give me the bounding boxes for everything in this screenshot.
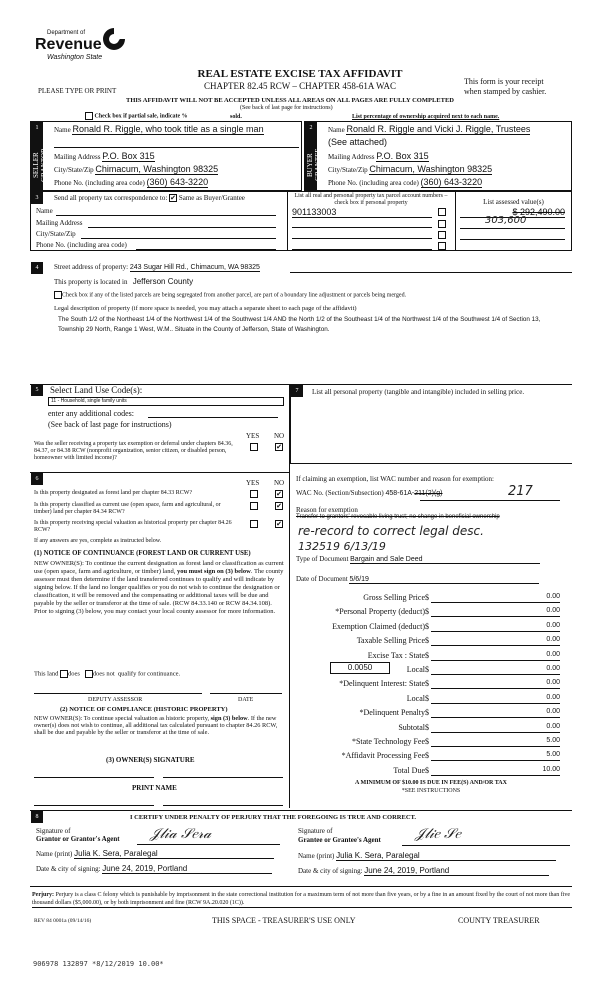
wac-handwritten: 217 <box>508 484 533 499</box>
section-number: 1 <box>31 122 43 190</box>
does-not-checkbox[interactable] <box>85 670 93 678</box>
legal-label: Legal description of property (if more space is needed, you may attach a separate sheet to each page of the affidavit) <box>54 305 357 312</box>
label: This property is located in <box>54 278 128 286</box>
send-correspondence <box>54 194 245 202</box>
financial-row <box>295 721 560 735</box>
seller-name: Ronald R. Riggle, who took title as a single man <box>72 124 264 134</box>
label: does not <box>92 670 115 678</box>
assessed-line[interactable] <box>460 228 565 229</box>
additional-codes-field[interactable] <box>48 409 134 418</box>
segregate-row <box>54 291 406 299</box>
no-header: NO <box>274 432 285 440</box>
financial-label: Subtotal <box>398 722 425 732</box>
section-number: 6 <box>31 473 43 485</box>
q5-no-checkbox[interactable]: ✔ <box>276 443 282 451</box>
land-use-code-select[interactable]: 11 - Household, single family units <box>48 397 284 406</box>
seller-phone-field[interactable] <box>54 177 208 187</box>
land-use-label: Select Land Use Code(s): <box>50 385 143 395</box>
sold-label: sold. <box>230 114 242 120</box>
partial-sale-label: Check box if partial sale, indicate % <box>94 113 188 120</box>
label: Name (print) <box>298 852 335 860</box>
section-number: 4 <box>31 262 43 274</box>
buyer-mail: P.O. Box 315 <box>376 151 429 161</box>
partial-sale-checkbox[interactable] <box>85 112 93 120</box>
warning: THIS AFFIDAVIT WILL NOT BE ACCEPTED UNLESS ALL AREAS ON ALL PAGES ARE FULLY COMPLETED <box>126 97 454 104</box>
grantor-name-field[interactable] <box>36 849 274 859</box>
label: does <box>68 670 80 678</box>
yes-header: YES <box>246 479 260 487</box>
same-as-buyer-checkbox[interactable]: ✔ <box>170 194 177 203</box>
rev-number: REV 84 0001a (09/14/16) <box>34 918 92 924</box>
financial-label: *Delinquent Penalty <box>359 708 425 718</box>
corr-phone-field[interactable] <box>36 241 281 249</box>
financial-label: *Affidavit Processing Fee <box>341 751 425 761</box>
grantor-signature: 𝒥𝓁𝒾𝒶 𝒮𝑒𝓇𝒶 <box>150 826 212 842</box>
owner-signature-line[interactable] <box>163 777 283 778</box>
grantor-date: June 24, 2019, Portland <box>102 864 272 874</box>
divider <box>287 191 288 251</box>
grantee-name: Julia K. Sera, Paralegal <box>336 851 556 861</box>
financial-row <box>295 692 560 706</box>
does-checkbox[interactable] <box>60 670 68 678</box>
deputy-assessor-label: DEPUTY ASSESSOR <box>88 697 143 703</box>
financial-value[interactable]: 0.00 <box>431 591 560 603</box>
label: Phone No. (including area code) <box>328 179 419 187</box>
document-type: Bargain and Sale Deed <box>350 556 540 564</box>
dollar-sign: $ <box>425 636 429 646</box>
perjury-bold: Perjury: <box>32 892 54 898</box>
logo-dept: Department of <box>47 30 86 36</box>
financial-value[interactable]: 5.00 <box>431 735 560 747</box>
perjury-note <box>32 891 572 908</box>
if-yes-note: If any answers are yes, complete as instructed below. <box>34 538 162 544</box>
financial-label: Excise Tax : State <box>367 650 425 660</box>
financial-label: Local <box>406 693 425 703</box>
grantor-name: Julia K. Sera, Paralegal <box>74 849 274 859</box>
personal-property-checkbox[interactable] <box>438 208 446 216</box>
notice-compliance-text <box>34 715 286 736</box>
parcel-line[interactable] <box>292 227 432 228</box>
historical-question: Is this property receiving special valuation as historical property per chapter 84.26 RCW? <box>34 520 232 533</box>
financial-row <box>295 706 560 720</box>
financial-value[interactable]: 5.00 <box>431 749 560 761</box>
notice-continuance-text <box>34 560 286 616</box>
partial-sale <box>85 112 188 120</box>
chapter: CHAPTER 82.45 RCW – CHAPTER 458-61A WAC <box>204 81 396 91</box>
grantee-date: June 24, 2019, Portland <box>364 866 549 876</box>
current-use-no-checkbox[interactable]: ✔ <box>276 502 282 510</box>
label: WAC No. (Section/Subsection) <box>296 489 384 497</box>
dollar-sign: $ <box>425 593 429 602</box>
label: City/State/Zip <box>328 166 368 174</box>
financial-label: Gross Selling Price <box>363 593 425 602</box>
legal-description: The South 1/2 of the Northeast 1/4 of the Northwest 1/4 of the Southwest 1/4 AND the North 1/2 of the Southeast 1/4 of the Northwest 1/4 of the Southwest 1/4 of Section 13, Township 29 North, Range 1 West, W.M.. Situate in the County of Jefferson, State of Washington. <box>58 316 541 333</box>
see-back-5: (See back of last page for instructions) <box>48 420 172 429</box>
parcel-number[interactable]: 901133003 <box>292 207 432 218</box>
financial-value[interactable]: 0.00 <box>431 721 560 733</box>
notice-continuance-title: (1) NOTICE OF CONTINUANCE (FOREST LAND OR CURRENT USE) <box>34 550 251 557</box>
dollar-sign: $ <box>425 693 429 703</box>
dollar-sign: $ <box>425 650 429 660</box>
grantor-agent-label: Grantor or Grantor's Agent <box>36 835 120 843</box>
assessed-line[interactable] <box>460 239 565 240</box>
see-instructions: *SEE INSTRUCTIONS <box>401 788 461 794</box>
financial-label: Total Due <box>393 765 425 775</box>
exemption-question: Was the seller receiving a property tax exemption or deferral under chapters 84.36, 84.37, or 84.38 RCW (nonprofit organization, senior citizen, or disabled person, homeowner with limited income)? <box>34 441 233 461</box>
label: This land <box>34 670 59 678</box>
dollar-sign: $ <box>425 737 429 746</box>
financial-value[interactable]: 0.00 <box>431 677 560 689</box>
text: NEW OWNER(S): To continue the current designation as forest land or classification as current use (open space, farm and agriculture, or timber) land, <box>34 560 284 575</box>
segregate-label: Check box if any of the listed parcels are being segregated from another parcel, are part of a boundary line adjustment or parcels being merged. <box>62 292 407 299</box>
dollar-sign: $ <box>425 751 429 761</box>
label: Date & city of signing: <box>36 865 101 873</box>
financial-value[interactable]: 10.00 <box>431 764 560 776</box>
financial-row <box>295 605 560 619</box>
text-bold: sign (3) below <box>210 715 248 722</box>
label: Name <box>36 207 53 215</box>
label: Date & city of signing: <box>298 867 363 875</box>
assessed-value-handwritten: 303,600 <box>485 215 527 226</box>
label: enter any additional codes: <box>48 409 134 418</box>
financial-label: Taxable Selling Price <box>356 636 425 646</box>
personal-property-checkbox[interactable] <box>438 220 446 228</box>
street-address: 243 Sugar Hill Rd., Chimacum, WA 98325 <box>129 264 260 271</box>
print-name-label: PRINT NAME <box>132 784 177 792</box>
print-name-line[interactable] <box>34 805 154 806</box>
dollar-sign: $ <box>425 607 429 617</box>
financial-value[interactable]: 0.00 <box>431 692 560 704</box>
personal-property-checkbox[interactable] <box>438 242 446 250</box>
reason-handwritten-2: 132519 6/13/19 <box>298 540 386 553</box>
divider <box>290 272 572 273</box>
grantee-sig-of: Signature of <box>298 827 333 835</box>
divider <box>30 472 290 473</box>
label: Phone No. (including area code) <box>36 241 127 249</box>
qualify-row <box>34 670 180 678</box>
print-name-line[interactable] <box>163 805 283 806</box>
label: Name <box>328 126 345 134</box>
financial-value[interactable]: 0.00 <box>431 649 560 661</box>
seller-phone: (360) 643-3220 <box>146 177 209 187</box>
assessor-date-line[interactable] <box>210 693 282 694</box>
financial-value[interactable]: 0.00 <box>431 706 560 718</box>
label: Mailing Address <box>54 153 101 161</box>
label: City/State/Zip <box>36 230 76 238</box>
receipt-2: when stamped by cashier. <box>464 87 547 96</box>
label: Phone No. (including area code) <box>54 179 145 187</box>
street-address-field[interactable] <box>54 263 260 271</box>
seller-name-field[interactable] <box>54 124 299 134</box>
receipt-1: This form is your receipt <box>464 77 544 86</box>
minimum-note: A MINIMUM OF $10.00 IS DUE IN FEE(S) AND/OR TAX <box>355 780 507 786</box>
divider <box>30 810 572 811</box>
certify-statement: I CERTIFY UNDER PENALTY OF PERJURY THAT THE FOREGOING IS TRUE AND CORRECT. <box>130 814 417 821</box>
financial-row <box>295 677 560 691</box>
wac-number: 458-61A- <box>385 490 415 497</box>
same-label: Same as Buyer/Grantee <box>178 194 245 202</box>
divider <box>30 886 572 887</box>
financial-row <box>295 764 560 778</box>
no-header: NO <box>274 479 285 487</box>
label: Date of Document <box>296 575 348 583</box>
forest-no-checkbox[interactable]: ✔ <box>276 490 282 498</box>
buyer-name-2: (See attached) <box>328 137 388 147</box>
owner-signature-line[interactable] <box>34 777 154 778</box>
reason-struck: Transfer to grantors' revocable living trust; no change in beneficial ownership <box>296 514 500 520</box>
buyer-name: Ronald R. Riggle and Vicki J. Riggle, Trustees <box>346 124 531 134</box>
grantee-signature-line[interactable] <box>402 845 570 846</box>
section-number: 5 <box>31 384 43 396</box>
dollar-sign: $ <box>425 765 429 775</box>
seller-mail-field[interactable] <box>54 151 155 161</box>
label: Street address of property: <box>54 263 129 271</box>
personal-property-checkbox[interactable] <box>438 231 446 239</box>
notice-compliance-title: (2) NOTICE OF COMPLIANCE (HISTORIC PROPERTY) <box>60 706 228 713</box>
reason-handwritten: re-record to correct legal desc. <box>298 524 484 538</box>
wac-line <box>420 500 560 501</box>
dollar-sign: $ <box>425 621 429 631</box>
grantee-date-field[interactable] <box>298 866 549 876</box>
grantee-signature: 𝒥𝓁𝒾𝑒 𝒮𝑒 <box>415 826 461 842</box>
seller-city: Chimacum, Washington 98325 <box>95 164 219 174</box>
current-use-yes-checkbox[interactable] <box>250 502 258 510</box>
grantee-agent-label: Grantee or Grantee's Agent <box>298 836 381 844</box>
current-use-question: Is this property classified as current use (open space, farm and agricultural, or timber) land per chapter 84.34 RCW? <box>34 502 221 515</box>
assessed-header: List assessed value(s) <box>483 198 544 206</box>
financial-value[interactable]: 0.00 <box>431 620 560 632</box>
financial-row <box>295 649 560 663</box>
section-number: 3 <box>31 192 43 204</box>
dollar-sign: $ <box>425 679 429 689</box>
treasurer-space: THIS SPACE - TREASURER'S USE ONLY <box>212 916 356 925</box>
seller-city-field[interactable] <box>54 164 218 174</box>
grantor-date-field[interactable] <box>36 864 272 874</box>
financial-label: *Personal Property (deduct) <box>335 607 425 617</box>
financial-value[interactable]: 0.00 <box>431 663 560 675</box>
buyer-name-field[interactable] <box>328 124 530 134</box>
text: . If the new owner(s) does not wish to continue, all additional tax calculated pursuant to chapter 84.26 RCW, shall be due and payable by the seller or transferor at the time of sale. <box>34 715 278 736</box>
label: Name <box>54 126 71 134</box>
segregate-checkbox[interactable] <box>54 291 62 299</box>
historical-no-checkbox[interactable]: ✔ <box>276 520 282 528</box>
financial-value[interactable]: 0.00 <box>431 634 560 646</box>
assessor-signature-line[interactable] <box>34 693 202 694</box>
financial-row <box>295 634 560 648</box>
dollar-sign: $ <box>425 665 429 674</box>
parcel-header: List all real and personal property tax parcel account numbers – check box if personal property <box>294 193 448 206</box>
corr-city-field[interactable] <box>36 230 281 238</box>
label: Name (print) <box>36 850 73 858</box>
financial-label: *Delinquent Interest: State <box>339 679 425 689</box>
logo-state: Washington State <box>47 54 103 61</box>
financial-row <box>295 591 560 605</box>
dollar-sign: $ <box>425 722 429 732</box>
grantor-signature-line[interactable] <box>137 844 280 845</box>
label: Mailing Address <box>36 219 83 227</box>
county-field <box>54 277 193 286</box>
grantor-sig-of: Signature of <box>36 827 71 835</box>
cashier-stamp: 906978 132897 *8/12/2019 10.00* <box>33 960 164 968</box>
historical-yes-checkbox[interactable] <box>250 520 258 528</box>
buyer-mail-field[interactable] <box>328 151 429 161</box>
forest-question: Is this property designated as forest land per chapter 84.33 RCW? <box>34 490 193 496</box>
corr-name-field[interactable] <box>36 207 281 215</box>
send-label: Send all property tax correspondence to: <box>54 194 168 202</box>
label: qualify for continuance. <box>117 670 181 678</box>
document-type-field[interactable] <box>296 555 540 564</box>
financial-row <box>295 749 560 763</box>
personal-property-label: List all personal property (tangible and intangible) included in selling price. <box>312 388 525 396</box>
buyer-phone-field[interactable] <box>328 177 482 187</box>
see-back: (See back of last page for instructions) <box>240 105 333 111</box>
financial-label: *State Technology Fee <box>351 737 425 746</box>
yes-header: YES <box>246 432 260 440</box>
wac-field[interactable] <box>296 489 443 497</box>
financial-label: Exemption Claimed (deduct) <box>332 621 425 631</box>
text: . The county assessor must then determine if the land transferred continues to qualify and will indicate by signing below. If the land no longer qualifies or you do not wish to continue the designation or classification, it will be removed and the compensating or additional taxes will be due and payable by the seller or transferor at the time of sale. (RCW 84.33.140 or RCW 84.34.108). Prior to signing (3) below, you may contact your local county assessor for more information. <box>34 568 284 615</box>
buyer-phone: (360) 643-3220 <box>420 177 483 187</box>
financial-label: Local <box>406 665 425 674</box>
list-percentage: List percentage of ownership acquired next to each name. <box>352 114 500 120</box>
section-number: 8 <box>31 811 43 823</box>
wac-struck: 211(2)(g) <box>414 490 443 497</box>
assessed-value-struck[interactable]: $ 292,490.00 <box>460 207 565 218</box>
section-number: 7 <box>291 385 303 397</box>
forest-yes-checkbox[interactable] <box>250 490 258 498</box>
label: Mailing Address <box>328 153 375 161</box>
document-date-field[interactable] <box>296 575 539 584</box>
buyer-city-field[interactable] <box>328 164 492 174</box>
text-bold: you must sign on (3) below <box>176 568 251 575</box>
q5-yes-checkbox[interactable] <box>250 443 258 451</box>
dor-swirl-icon <box>101 26 127 52</box>
financial-row <box>295 620 560 634</box>
label: Type of Document <box>296 555 349 563</box>
form-title: REAL ESTATE EXCISE TAX AFFIDAVIT <box>197 68 403 80</box>
document-date: 5/6/19 <box>349 576 539 584</box>
date-label: DATE <box>238 697 254 703</box>
financial-value[interactable]: 0.00 <box>431 605 560 617</box>
seller-name-line2 <box>54 147 299 148</box>
exemption-label: If claiming an exemption, list WAC number and reason for exemption: <box>296 475 494 483</box>
buyer-side-label: BUYER GRANTEE <box>306 148 322 182</box>
parcel-line[interactable] <box>292 249 432 250</box>
please-type: PLEASE TYPE OR PRINT <box>38 87 117 95</box>
section-number: 2 <box>305 122 317 190</box>
grantee-name-field[interactable] <box>298 851 556 861</box>
county: Jefferson County <box>132 277 194 286</box>
seller-mail: P.O. Box 315 <box>102 151 155 161</box>
label: City/State/Zip <box>54 166 94 174</box>
assessed-line[interactable] <box>460 250 565 251</box>
perjury-text: Perjury is a class C felony which is punishable by imprisonment in the state correctional institution for a maximum term of not more than five years, or by a fine in an amount fixed by the court of not more than five thousand dollars ($5,000.00), or by both imprisonment and fine (RCW 9A.20.020 (1C)). <box>32 892 571 906</box>
financial-row <box>295 735 560 749</box>
local-rate-box[interactable]: 0.0050 <box>330 662 390 674</box>
buyer-city: Chimacum, Washington 98325 <box>369 164 493 174</box>
corr-mail-field[interactable] <box>36 219 281 227</box>
county-treasurer: COUNTY TREASURER <box>458 916 540 925</box>
logo-revenue: Revenue <box>35 36 102 53</box>
parcel-line[interactable] <box>292 238 432 239</box>
dollar-sign: $ <box>425 708 429 718</box>
text: NEW OWNER(S): To continue special valuation as historic property, <box>34 715 210 722</box>
dor-logo <box>35 26 130 66</box>
reason-label: Reason for exemption <box>296 506 358 514</box>
seller-side-label: SELLER GRANTOR <box>32 148 48 182</box>
owner-signature-label: (3) OWNER(S) SIGNATURE <box>106 756 195 764</box>
